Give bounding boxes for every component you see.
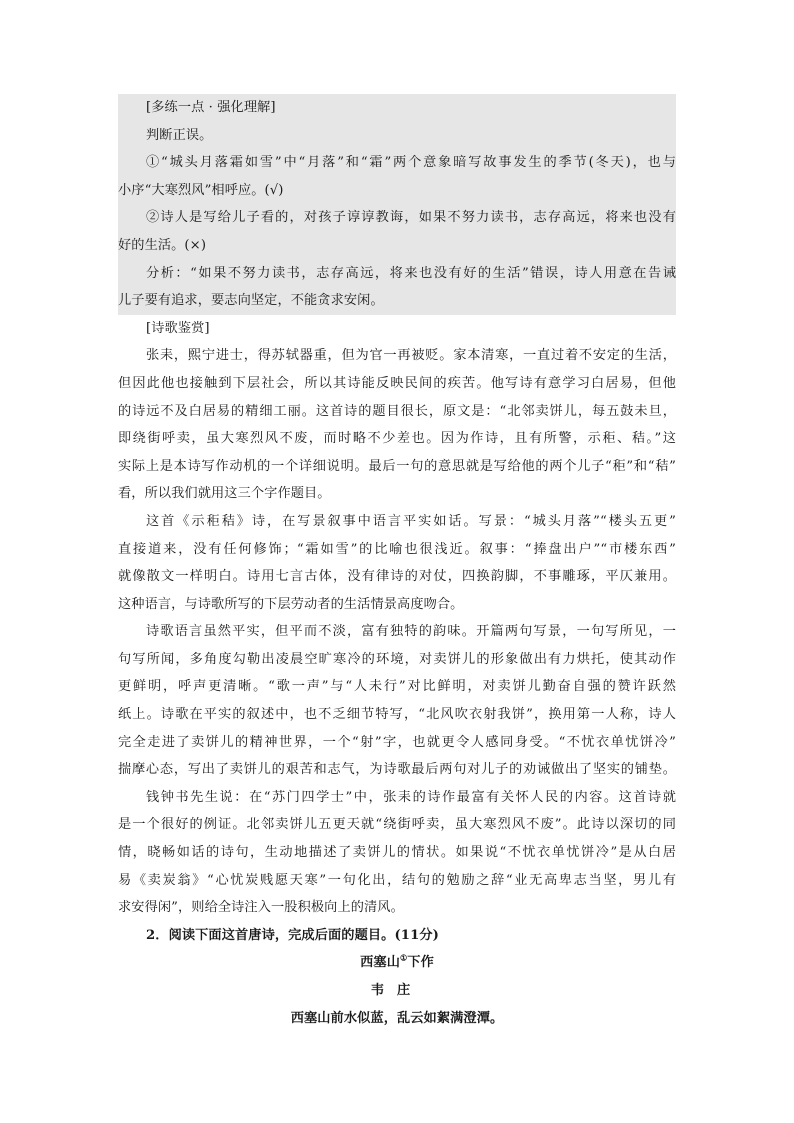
text-line: 这种语言，与诗歌所写的下层劳动者的生活情景高度吻合。 [118, 596, 464, 612]
poem-author: 韦庄 [370, 983, 424, 998]
poem-title-main: 西塞山 [360, 955, 400, 971]
text-line: 更鲜明，呼声更清晰。“歌一声”与“人未行”对比鲜明，对卖饼儿勤奋自强的赞许跃然 [118, 679, 676, 695]
text-line: 张耒，熙宁进士，得苏轼器重，但为官一再被贬。家本清寒，一直过着不安定的生活， [146, 348, 676, 364]
question-2: 2．阅读下面这首唐诗，完成后面的题目。(11分) [146, 927, 439, 943]
text-line: 就像散文一样明白。诗用七言古体，没有律诗的对仗，四换韵脚，不事雕琢，平仄兼用。 [118, 569, 676, 585]
appreciation-header: [诗歌鉴赏] [146, 320, 210, 336]
text-line: 看，所以我们就用这三个字作题目。 [118, 486, 331, 502]
document-page [118, 94, 676, 1032]
appreciation-paragraph-1 [118, 342, 676, 508]
practice-item2-line2: 好的生活。(×) [118, 232, 676, 260]
practice-instruction: 判断正误。 [118, 122, 676, 150]
text-line: 直接道来，没有任何修饰；“霜如雪”的比喻也很浅近。叙事：“捧盘出户”“市楼东西” [118, 541, 676, 557]
poem-title-suffix: 下作 [407, 955, 434, 971]
practice-item1-line1: ①“城头月落霜如雪”中“月落”和“霜”两个意象暗写故事发生的季节(冬天)，也与 [118, 149, 676, 177]
text-line: 易《卖炭翁》“心忧炭贱愿天寒”一句化出，结句的勉励之辞“业无高卑志当坚，男儿有 [118, 872, 676, 888]
text-line: 情，晓畅如话的诗句，生动地描述了卖饼儿的情状。如果说“不忧衣单忧饼冷”是从白居 [118, 845, 676, 861]
text-line: 即绕街呼卖，虽大寒烈风不废，而时略不少差也。因为作诗，且有所警，示秬、秸。”这 [118, 431, 676, 447]
appreciation-paragraph-4 [118, 784, 676, 922]
text-line: 的诗远不及白居易的精细工丽。这首诗的题目很长，原文是：“北邻卖饼儿，每五鼓未旦， [118, 403, 676, 419]
text-line: 完全走进了卖饼儿的精神世界，一个“射”字，也就更令人感同身受。“不忧衣单忧饼冷” [118, 734, 676, 750]
text-line: 但因此他也接触到下层社会，所以其诗能反映民间的疾苦。他写诗有意学习白居易，但他 [118, 375, 676, 391]
poem-line-1: 西塞山前水似蓝，乱云如絮满澄潭。 [290, 1010, 504, 1026]
practice-analysis-line1: 分析：“如果不努力读书，志存高远，将来也没有好的生活”错误，诗人用意在告诫 [118, 260, 676, 288]
practice-item2-line1: ②诗人是写给儿子看的，对孩子谆谆教诲，如果不努力读书，志存高远，将来也没有 [118, 204, 676, 232]
practice-analysis-line2: 儿子要有追求，要志向坚定，不能贪求安闲。 [118, 287, 676, 315]
practice-header: [多练一点 · 强化理解] [118, 94, 676, 122]
footnote-marker: ① [400, 953, 408, 964]
text-line: 诗歌语言虽然平实，但平而不淡，富有独特的韵味。开篇两句写景，一句写所见，一 [146, 624, 676, 640]
text-line: 求安得闲”，则给全诗注入一股积极向上的清风。 [118, 900, 404, 916]
practice-item1-line2: 小序“大寒烈风”相呼应。(√) [118, 177, 676, 205]
text-line: 揣摩心态，写出了卖饼儿的艰苦和志气，为诗歌最后两句对儿子的劝诫做出了坚实的铺垫。 [118, 762, 676, 778]
appreciation-paragraph-2 [118, 508, 676, 618]
appreciation-paragraph-3 [118, 618, 676, 784]
text-line: 句写所闻，多角度勾勒出凌晨空旷寒冷的环境，对卖饼儿的形象做出有力烘托，使其动作 [118, 651, 676, 667]
text-line: 钱钟书先生说：在“苏门四学士”中，张耒的诗作最富有关怀人民的内容。这首诗就 [146, 789, 676, 805]
text-line: 实际上是本诗写作动机的一个详细说明。最后一句的意思就是写给他的两个儿子“秬”和“秸” [118, 458, 676, 474]
text-line: 是一个很好的例证。北邻卖饼儿五更天就“绕街呼卖，虽大寒烈风不废”。此诗以深切的同 [118, 817, 676, 833]
text-line: 纸上。诗歌在平实的叙述中，也不乏细节特写，“北风吹衣射我饼”，换用第一人称，诗人 [118, 707, 676, 723]
poem-title [118, 949, 676, 977]
text-line: 这首《示秬秸》诗，在写景叙事中语言平实如话。写景：“城头月落”“楼头五更” [146, 513, 676, 529]
